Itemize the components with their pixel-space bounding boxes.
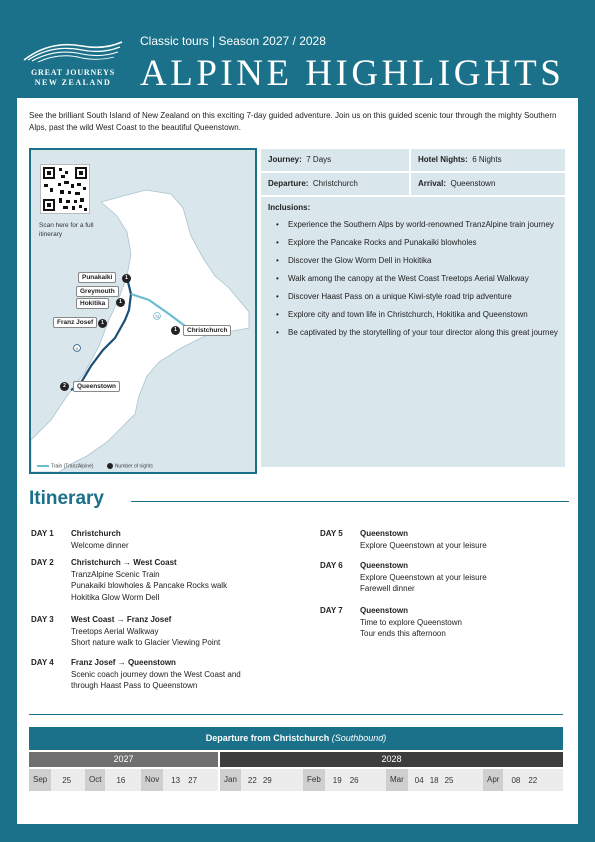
departure-day[interactable]: 08 — [511, 775, 521, 785]
tour-info — [261, 149, 565, 467]
arrow-right-icon: → — [117, 658, 126, 667]
month-group-jan — [220, 769, 303, 791]
departure-day[interactable]: 22 — [528, 775, 538, 785]
departures-table — [29, 727, 563, 791]
day-line: Tour ends this afternoon — [360, 629, 446, 638]
day-label: DAY 1 — [31, 529, 54, 538]
day-line: Short nature walk to Glacier Viewing Point — [71, 638, 221, 647]
hotel-nights-value: 6 Nights — [472, 155, 502, 164]
departure-cell — [261, 173, 409, 195]
day-label: DAY 6 — [320, 561, 343, 570]
month-name: Mar — [386, 769, 408, 791]
departure-day[interactable]: 29 — [262, 775, 272, 785]
itinerary-header — [29, 488, 569, 512]
town-label-punakaiki: Punakaiki — [78, 272, 116, 283]
day-line: Explore Queenstown at your leisure — [360, 540, 487, 550]
departures-title — [29, 727, 563, 750]
inclusion-item: • Discover Haast Pass on a unique Kiwi-style road trip adventure — [268, 291, 558, 303]
day-place-to: Franz Josef — [126, 615, 172, 624]
day-place: Christchurch — [71, 558, 121, 567]
hotel-nights-cell — [411, 149, 565, 171]
inclusions-title: Inclusions: — [268, 203, 311, 212]
departure-value: Christchurch — [312, 179, 358, 188]
inclusion-item: • Explore the Pancake Rocks and Punakaiki blowholes — [268, 237, 558, 249]
train-line-icon — [37, 465, 49, 467]
arrival-value: Queenstown — [450, 179, 496, 188]
day-label: DAY 7 — [320, 606, 343, 615]
departure-day[interactable]: 16 — [116, 775, 126, 785]
departure-day[interactable]: 26 — [349, 775, 359, 785]
route-map — [29, 148, 257, 474]
day-place: West Coast — [71, 615, 115, 624]
day-line: Farewell dinner — [360, 584, 415, 593]
departures-subtitle: (Southbound) — [331, 733, 387, 743]
journey-value: 7 Days — [306, 155, 332, 164]
intro-text: See the brilliant South Island of New Zealand on this exciting 7-day guided adventure. Join us on this guided scenic tour through the mighty Southern Alps, past the wild West Coast to the beautiful Queenstown. — [29, 111, 557, 132]
inclusion-item: • Discover the Glow Worm Dell in Hokitika — [268, 255, 558, 267]
town-label-hokitika: Hokitika — [76, 298, 109, 309]
month-name: Oct — [85, 769, 105, 791]
day-line: Treetops Aerial Walkway — [71, 626, 159, 636]
day-place: Queenstown — [360, 606, 409, 615]
hotel-nights-label: Hotel Nights: — [418, 155, 468, 164]
arrow-right-icon: → — [116, 615, 125, 624]
arrival-cell — [411, 173, 565, 195]
departure-dates — [29, 769, 563, 791]
town-label-queenstown: Queenstown — [73, 381, 120, 392]
nights-dot-icon — [107, 463, 113, 469]
month-name: Feb — [303, 769, 325, 791]
day-label: DAY 3 — [31, 615, 54, 624]
day-place: Queenstown — [360, 529, 409, 538]
inclusion-item: • Explore city and town life in Christchurch, Hokitika and Queenstown — [268, 309, 558, 321]
day-place-to: Queenstown — [127, 658, 176, 667]
nights-pin-punakaiki: 1 — [122, 274, 131, 283]
town-label-christchurch: Christchurch — [183, 325, 231, 336]
year-2028: 2028 — [220, 752, 563, 767]
route-6-label: 6 — [76, 347, 78, 351]
header — [0, 0, 595, 97]
day-label: DAY 2 — [31, 558, 54, 567]
inclusion-item: • Be captivated by the storytelling of your tour director along this great journey — [268, 327, 558, 339]
month-group-oct — [85, 769, 141, 791]
day-label: DAY 4 — [31, 658, 54, 667]
journey-cell — [261, 149, 409, 171]
day-place: Christchurch — [71, 529, 121, 538]
page-title: ALPINE HIGHLIGHTS — [140, 53, 565, 94]
content-card — [17, 98, 578, 824]
inclusion-item: • Experience the Southern Alps by world-renowned TranzAlpine train journey — [268, 219, 558, 231]
day-line: TranzAlpine Scenic Train — [71, 569, 160, 579]
day-line: Time to explore Queenstown — [360, 617, 462, 627]
departure-day[interactable]: 04 — [414, 775, 424, 785]
qr-caption: Scan here for a full itinerary — [39, 222, 94, 238]
legend-nights: Number of nights — [114, 463, 153, 470]
month-group-mar — [386, 769, 483, 791]
arrival-label: Arrival: — [418, 179, 447, 188]
town-label-greymouth: Greymouth — [76, 286, 119, 297]
town-label-franz-josef: Franz Josef — [53, 317, 97, 328]
departure-day[interactable]: 19 — [332, 775, 342, 785]
month-name: Nov — [141, 769, 163, 791]
departure-day[interactable]: 22 — [247, 775, 257, 785]
brand-name-line1: GREAT JOURNEYS — [30, 68, 116, 77]
day-line: through Haast Pass to Queenstown — [71, 681, 198, 690]
arrow-right-icon: → — [123, 558, 132, 567]
qr-code-icon — [41, 165, 89, 213]
season-subtitle: Classic tours | Season 2027 / 2028 — [140, 34, 326, 48]
nights-pin-hokitika: 1 — [116, 298, 125, 307]
legend-train: Train (TranzAlpine) — [51, 463, 94, 470]
inclusions-panel — [261, 197, 565, 467]
inclusions-list — [268, 219, 558, 339]
nights-pin-queenstown: 2 — [60, 382, 69, 391]
month-name: Apr — [483, 769, 503, 791]
itinerary-title: Itinerary — [29, 488, 104, 509]
departure-day[interactable]: 25 — [62, 775, 72, 785]
month-group-apr — [483, 769, 561, 791]
day-place: Queenstown — [360, 561, 409, 570]
inclusion-item: • Walk among the canopy at the West Coast Treetops Aerial Walkway — [268, 273, 558, 285]
nights-pin-christchurch: 1 — [171, 326, 180, 335]
section-rule — [29, 714, 563, 715]
departure-day[interactable]: 18 — [429, 775, 439, 785]
month-group-nov — [141, 769, 218, 791]
month-group-feb — [303, 769, 386, 791]
day-label: DAY 5 — [320, 529, 343, 538]
day-line: Punakaiki blowholes & Pancake Rocks walk — [71, 581, 228, 590]
map-legend — [37, 463, 153, 469]
day-line: Welcome dinner — [71, 540, 129, 550]
route-73-label: 73 — [155, 315, 159, 319]
day-place-to: West Coast — [133, 558, 177, 567]
year-2027: 2027 — [29, 752, 218, 767]
brand-logo — [18, 30, 128, 92]
bird-wing-icon — [20, 38, 126, 64]
departure-day[interactable]: 25 — [444, 775, 454, 785]
month-group-sep — [29, 769, 85, 791]
day-place: Franz Josef — [71, 658, 116, 667]
nights-pin-franz-josef: 1 — [98, 319, 107, 328]
journey-label: Journey: — [268, 155, 302, 164]
month-name: Sep — [29, 769, 51, 791]
day-line: Scenic coach journey down the West Coast and — [71, 669, 241, 679]
departure-day[interactable]: 13 — [171, 775, 181, 785]
month-name: Jan — [220, 769, 241, 791]
departures-title-text: Departure from Christchurch — [205, 733, 330, 743]
itinerary-rule — [131, 501, 569, 502]
brand-name-line2: NEW ZEALAND — [34, 78, 112, 87]
day-line: Explore Queenstown at your leisure — [360, 572, 487, 582]
day-line: Hokitika Glow Worm Dell — [71, 592, 160, 602]
departure-day[interactable]: 27 — [188, 775, 198, 785]
qr-code[interactable] — [40, 164, 90, 214]
departure-label: Departure: — [268, 179, 309, 188]
